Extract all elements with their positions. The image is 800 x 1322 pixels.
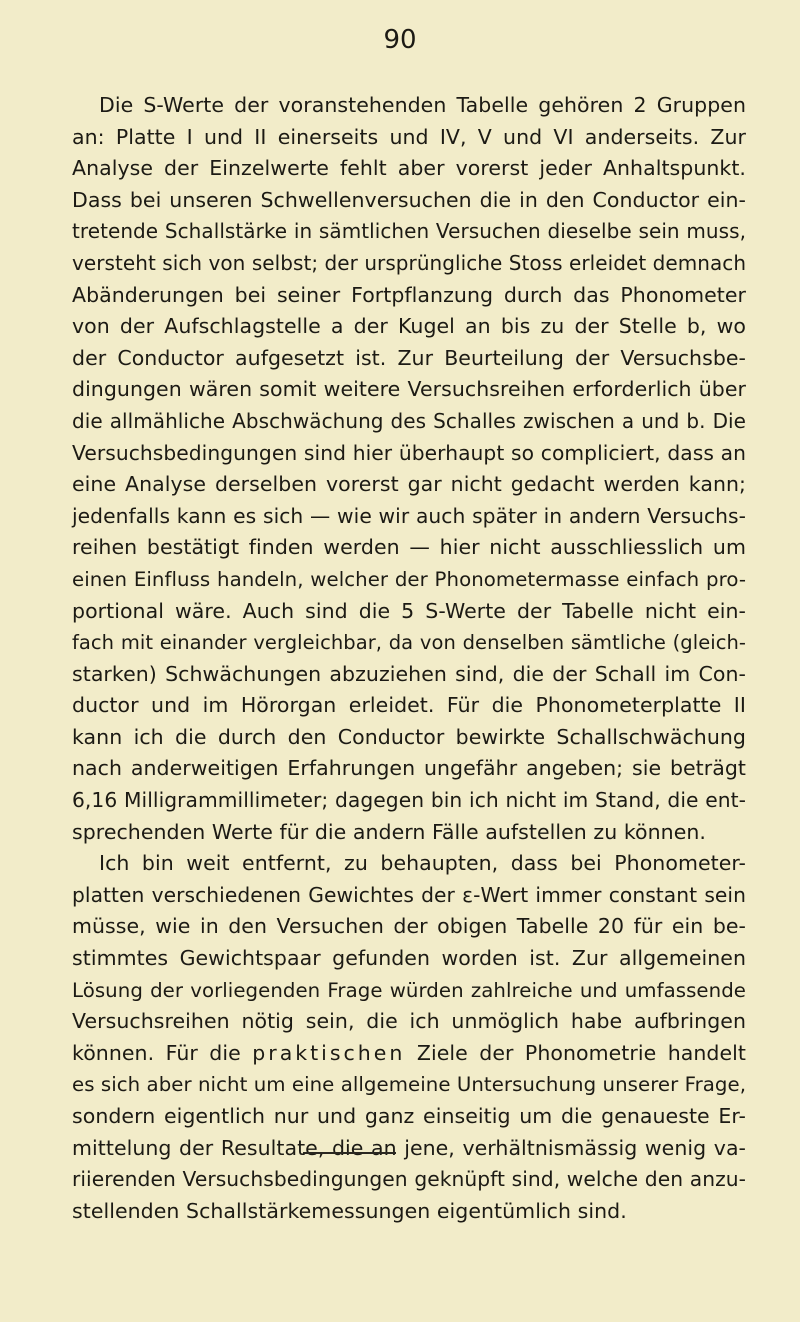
text-line: portional wäre. Auch sind die 5 S-Werte der Tabelle nicht ein- [72,598,746,623]
text-line: platten verschiedenen Gewichtes der ε-Wert immer constant sein [72,882,746,907]
text-fragment: Ziele der Phonometrie handelt [416,1040,746,1065]
text-line: es sich aber nicht um eine allgemeine Untersuchung unserer Frage, [72,1073,747,1097]
text-line: Versuchsreihen nötig sein, die ich unmöglich habe aufbringen [72,1009,746,1034]
text-line: der Conductor aufgesetzt ist. Zur Beurteilung der Versuchsbe- [72,345,746,370]
text-line: kann ich die durch den Conductor bewirkte Schallschwächung [72,724,746,749]
text-fragment: können. Für die [72,1040,241,1065]
spaced-emphasis-word: praktischen [252,1040,406,1065]
text-line: fach mit einander vergleichbar, da von denselben sämtliche (gleich- [72,631,746,655]
body-text [72,90,746,1227]
text-line: an: Platte I und II einerseits und IV, V und VI anderseits. Zur [72,124,746,149]
text-line-emphasis [72,1038,746,1070]
text-line: sprechenden Werte für die andern Fälle aufstellen zu können. [72,819,706,844]
text-line: nach anderweitigen Erfahrungen ungefähr angeben; sie beträgt [72,756,746,781]
text-line: Ich bin weit entfernt, zu behaupten, dass bei Phonometer- [99,851,746,876]
text-line: versteht sich von selbst; der ursprüngliche Stoss erleidet demnach [72,250,747,275]
section-end-rule [303,1152,396,1154]
text-line: jedenfalls kann es sich — wie wir auch später in andern Versuchs- [72,503,746,528]
text-line: dingungen wären somit weitere Versuchsreihen erforderlich über [72,377,746,402]
text-line: riierenden Versuchsbedingungen geknüpft sind, welche den anzu- [72,1167,746,1192]
text-line: stimmtes Gewichtspaar gefunden worden ist. Zur allgemeinen [72,946,746,971]
text-line: Analyse der Einzelwerte fehlt aber vorerst jeder Anhaltspunkt. [72,156,746,181]
paragraph-2 [72,848,746,1227]
text-line: einen Einfluss handeln, welcher der Phonometermasse einfach pro- [72,567,746,591]
text-line: ductor und im Hörorgan erleidet. Für die Phonometerplatte II [72,693,746,718]
text-line: reihen bestätigt finden werden — hier nicht ausschliesslich um [72,535,746,560]
text-line: sondern eigentlich nur und ganz einseitig um die genaueste Er- [72,1104,746,1128]
text-line: Dass bei unseren Schwellenversuchen die in den Conductor ein- [72,187,746,212]
text-line: von der Aufschlagstelle a der Kugel an bis zu der Stelle b, wo [72,314,746,339]
page-number: 90 [383,25,417,55]
text-line: mittelung der Resultate, die an jene, verhältnismässig wenig va- [72,1135,746,1160]
text-line: eine Analyse derselben vorerst gar nicht gedacht werden kann; [72,472,746,497]
text-line: Die S-Werte der voranstehenden Tabelle gehören 2 Gruppen [99,93,746,117]
text-line: stellenden Schallstärkemessungen eigentümlich sind. [72,1198,627,1223]
text-line: 6,16 Milligrammillimeter; dagegen bin ich nicht im Stand, die ent- [72,788,746,813]
text-line: tretende Schallstärke in sämtlichen Versuchen dieselbe sein muss, [72,219,746,244]
text-line: die allmähliche Abschwächung des Schalles zwischen a und b. Die [72,408,746,433]
text-line: Abänderungen bei seiner Fortpflanzung durch das Phonometer [72,282,746,307]
text-line: starken) Schwächungen abzuziehen sind, die der Schall im Con- [72,661,746,686]
text-line: Lösung der vorliegenden Frage würden zahlreiche und umfassende [72,978,746,1002]
text-line: müsse, wie in den Versuchen der obigen Tabelle 20 für ein be- [72,914,746,939]
text-line: Versuchsbedingungen sind hier überhaupt so compliciert, dass an [72,440,746,465]
paragraph-1 [72,90,746,848]
